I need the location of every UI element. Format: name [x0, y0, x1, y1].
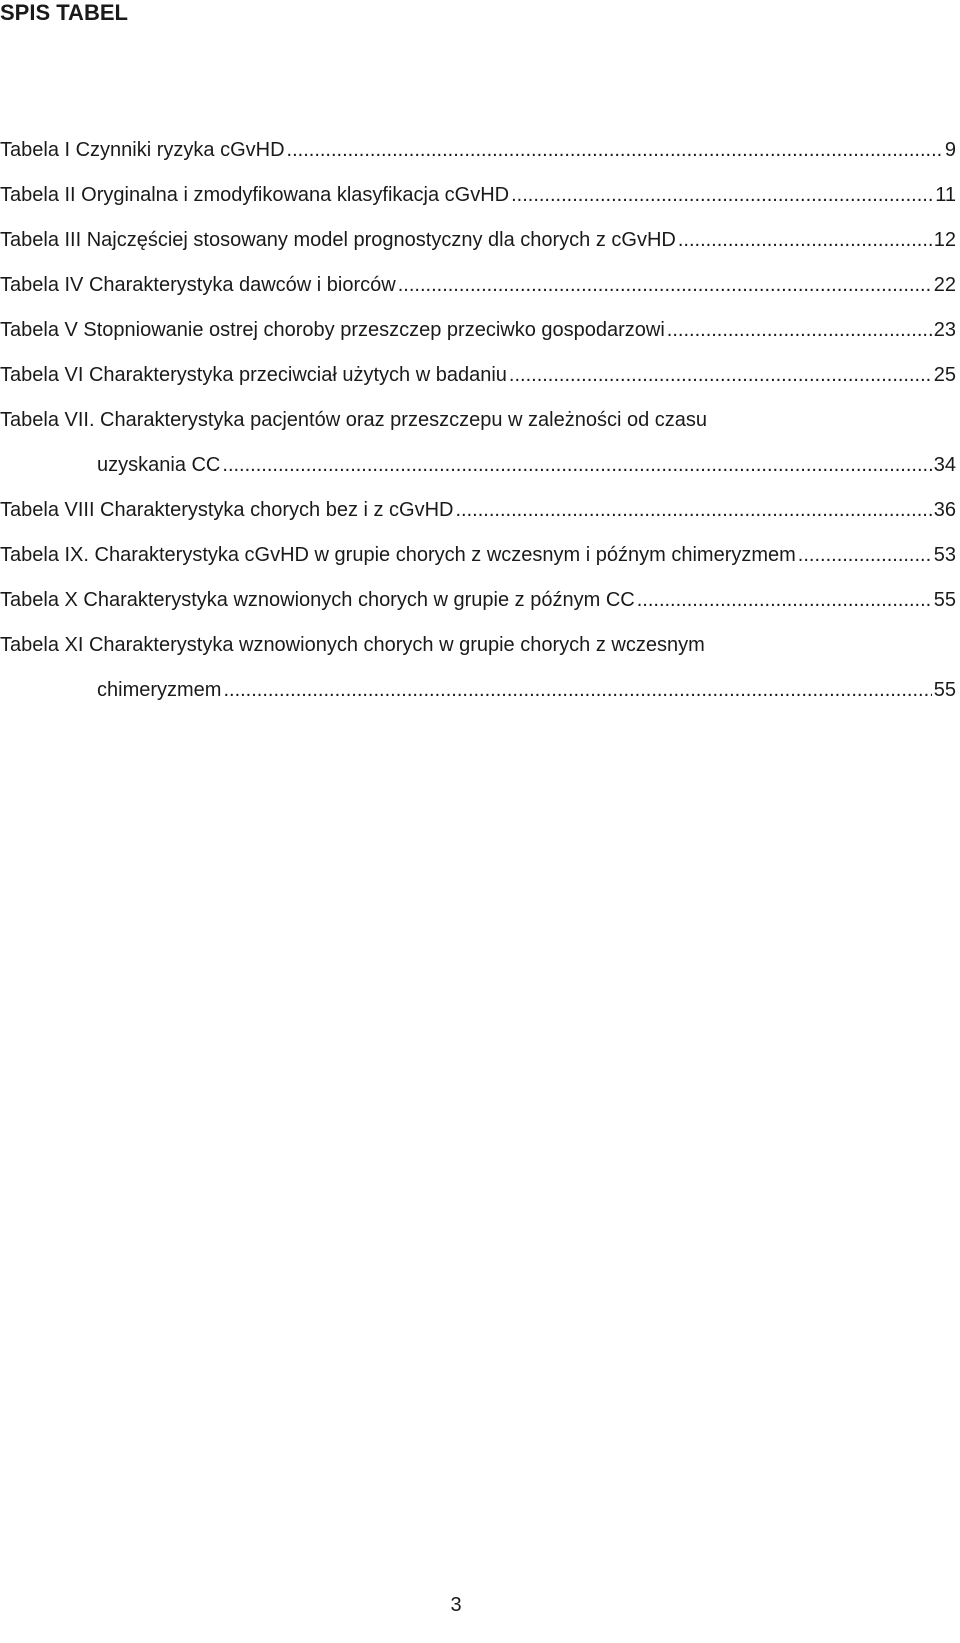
toc-entry-page: 55	[933, 679, 956, 701]
toc-entry-label: Tabela XI Charakterystyka wznowionych chorych w grupie chorych z wczesnym	[0, 634, 705, 656]
page-number: 3	[450, 1594, 462, 1616]
dot-leader	[637, 578, 932, 623]
toc-entry[interactable]	[0, 128, 956, 173]
dot-leader	[678, 218, 932, 263]
toc-entry[interactable]	[0, 173, 956, 218]
dot-leader	[509, 353, 932, 398]
toc-entry[interactable]	[0, 263, 956, 308]
toc-entry-page: 55	[933, 589, 956, 611]
toc-entry[interactable]	[0, 308, 956, 353]
toc-entry-label: Tabela V Stopniowanie ostrej choroby przeszczep przeciwko gospodarzowi	[0, 319, 665, 341]
table-of-tables	[0, 128, 956, 713]
toc-entry-page: 34	[933, 454, 956, 476]
toc-entry-label: Tabela IV Charakterystyka dawców i biorców	[0, 274, 396, 296]
toc-entry-page: 36	[933, 499, 956, 521]
toc-entry-label: Tabela VIII Charakterystyka chorych bez i z cGvHD	[0, 499, 454, 521]
toc-entry-label: Tabela X Charakterystyka wznowionych chorych w grupie z późnym CC	[0, 589, 635, 611]
toc-entry-page: 25	[933, 364, 956, 386]
toc-entry[interactable]	[0, 488, 956, 533]
toc-entry-label: Tabela IX. Charakterystyka cGvHD w grupie chorych z wczesnym i późnym chimeryzmem	[0, 544, 796, 566]
dot-leader	[667, 308, 932, 353]
dot-leader	[222, 443, 931, 488]
dot-leader	[456, 488, 932, 533]
toc-entry-label-continued: chimeryzmem	[97, 679, 222, 701]
toc-entry[interactable]	[0, 398, 956, 488]
toc-entry-label: Tabela II Oryginalna i zmodyfikowana klasyfikacja cGvHD	[0, 184, 510, 206]
toc-entry-page: 22	[933, 274, 956, 296]
toc-entry-label: Tabela III Najczęściej stosowany model prognostyczny dla chorych z cGvHD	[0, 229, 676, 251]
toc-entry-label: Tabela I Czynniki ryzyka cGvHD	[0, 139, 285, 161]
dot-leader	[287, 128, 943, 173]
toc-entry-page: 11	[935, 184, 956, 206]
toc-entry[interactable]	[0, 533, 956, 578]
toc-entry-label: Tabela VI Charakterystyka przeciwciał użytych w badaniu	[0, 364, 507, 386]
toc-entry-label: Tabela VII. Charakterystyka pacjentów oraz przeszczepu w zależności od czasu	[0, 409, 708, 431]
toc-entry-page: 23	[933, 319, 956, 341]
dot-leader	[398, 263, 932, 308]
toc-entry[interactable]	[0, 623, 956, 713]
page-title: SPIS TABEL	[0, 0, 128, 25]
toc-entry-page: 53	[933, 544, 956, 566]
toc-entry-page: 9	[944, 139, 956, 161]
toc-entry-label-continued: uzyskania CC	[97, 454, 221, 476]
toc-entry[interactable]	[0, 578, 956, 623]
toc-entry-page: 12	[933, 229, 956, 251]
toc-entry[interactable]	[0, 353, 956, 398]
dot-leader	[511, 173, 933, 218]
dot-leader	[223, 668, 931, 713]
dot-leader	[798, 533, 932, 578]
toc-entry[interactable]	[0, 218, 956, 263]
